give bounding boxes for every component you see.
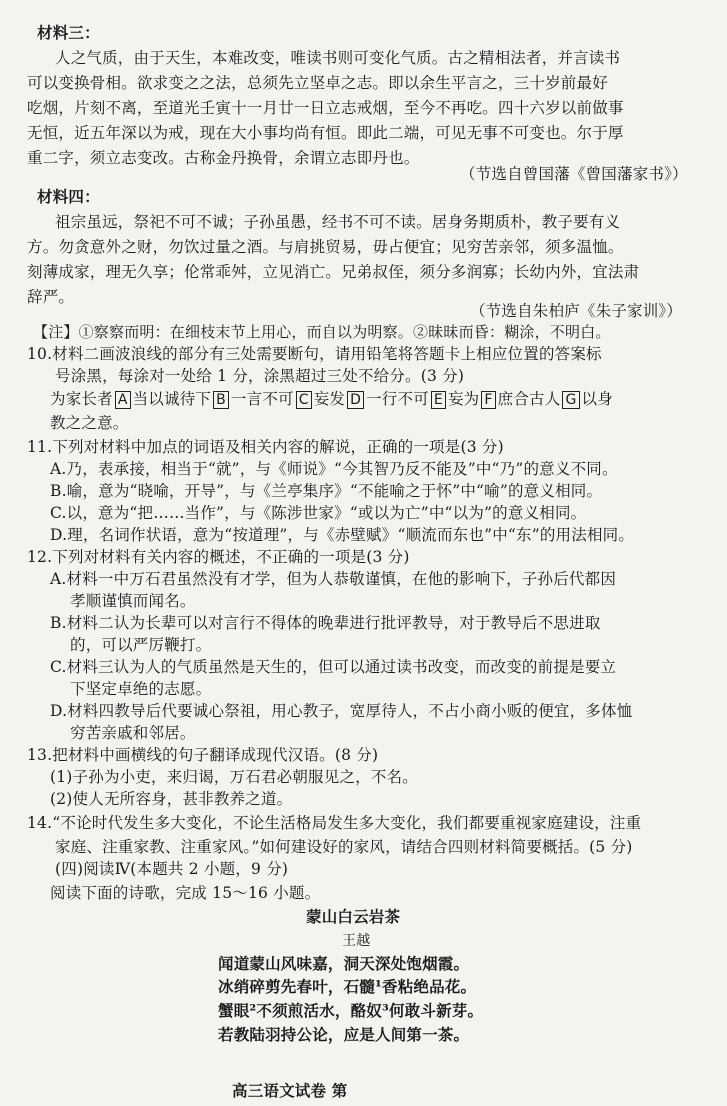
text-line: A.材料一中万石君虽然没有才学，但为人恭敬谨慎，在他的影响下，子孙后代都因 <box>50 570 617 588</box>
text-line: 闻道蒙山风味嘉，洞天深处饱烟霞。 <box>218 954 470 973</box>
text-line: 10.材料二画波浪线的部分有三处需要断句，请用铅笔将答题卡上相应位置的答案标 <box>27 345 602 363</box>
text-line: 蟹眼²不须煎活水，酪奴³何敢斗新芽。 <box>218 1001 484 1020</box>
text-line: （节选自曾国藩《曾国藩家书》） <box>460 165 688 183</box>
text-line: 辞严。 <box>27 288 75 306</box>
text-line: B.喻，意为“晓喻，开导”，与《兰亭集序》“不能喻之于怀”中“喻”的意义相同。 <box>50 482 603 500</box>
text-line: B.材料二认为长辈可以对言行不得体的晚辈进行批评教导，对于教导后不思进取 <box>50 614 601 632</box>
option-box-a: A <box>115 391 131 409</box>
option-text: 当以诚待下 <box>132 390 212 408</box>
text-line: C.以，意为“把……当作”，与《陈涉世家》“或以为亡”中“以为”的意义相同。 <box>50 504 587 522</box>
text-line: 的，可以严厉鞭打。 <box>70 636 212 654</box>
text-line: 蒙山白云岩茶 <box>306 907 401 926</box>
text-line: C.材料三认为人的气质虽然是天生的，但可以通过读书改变，而改变的前提是要立 <box>50 658 617 676</box>
text-line: 王越 <box>342 933 371 949</box>
q10-answer-option-line <box>50 388 613 410</box>
option-text: 妄为 <box>447 390 480 408</box>
text-line: 12.下列对材料有关内容的概述，不正确的一项是(3 分) <box>27 548 410 566</box>
text-line: 11.下列对材料中加点的词语及相关内容的解说，正确的一项是(3 分) <box>27 438 504 456</box>
text-line: 家庭、注重家教、注重家风。”如何建设好的家风，请结合四则材料简要概括。(5 分) <box>55 838 633 856</box>
option-box-d: D <box>347 391 364 409</box>
text-line: 材料四： <box>37 187 100 206</box>
text-line: 穷苦亲戚和邻居。 <box>70 724 196 742</box>
option-text: 一言不可 <box>230 390 294 408</box>
text-line: 人之气质，由于天生，本难改变，唯读书则可变化气质。古之精相法者，并言读书 <box>55 49 621 67</box>
text-line: 孝顺谨慎而闻名。 <box>70 592 196 610</box>
text-line: 方。勿贪意外之财，勿饮过量之酒。与肩挑贸易，毋占便宜；见穷苦亲邻，须多温恤。 <box>27 238 624 256</box>
text-line: 阅读下面的诗歌，完成 15～16 小题。 <box>50 884 321 902</box>
q10-answer-option-line-2: 教之之意。 <box>50 414 129 432</box>
text-line: 若教陆羽持公论，应是人间第一茶。 <box>218 1025 470 1044</box>
text-line: (四)阅读Ⅳ(本题共 2 小题，9 分) <box>55 860 289 878</box>
text-line: 祖宗虽远，祭祀不可不诚；子孙虽愚，经书不可不读。居身务期质朴，教子要有义 <box>55 213 621 231</box>
text-line: 14.“不论时代发生多大变化，不论生活格局发生多大变化，我们都要重视家庭建设，注重 <box>27 814 642 832</box>
option-text: 妄发 <box>313 390 346 408</box>
text-line: 可以变换骨相。欲求变之之法，总须先立坚卓之志。即以余生平言之，三十岁前最好 <box>27 74 608 92</box>
text-line: 吃烟，片刻不离，至道光壬寅十一月廿一日立志戒烟，至今不再吃。四十六岁以前做事 <box>27 99 624 117</box>
option-text: 以身 <box>581 390 613 408</box>
text-line: 【注】①察察而明：在细枝末节上用心，而自以为明察。②昧昧而昏：糊涂，不明白。 <box>33 323 611 341</box>
option-box-c: C <box>296 391 312 409</box>
text-line: 材料三： <box>37 23 100 42</box>
text-line: 高三语文试卷 第 <box>232 1081 348 1100</box>
text-line: 号涂黑，每涂对一处给 1 分，涂黑超过三处不给分。(3 分) <box>55 367 465 385</box>
text-line: D.理，名词作状语，意为“按道理”，与《赤壁赋》“顺流而东也”中“东”的用法相同。 <box>50 526 635 544</box>
text-line: 无恒，近五年深以为戒，现在大小事均尚有恒。即此二端，可见无事不可变也。尔于厚 <box>27 124 624 142</box>
text-line: 冰绡碎剪先春叶，石髓¹香粘绝品花。 <box>218 977 477 996</box>
option-box-e: E <box>431 391 446 409</box>
option-text: 为家长者 <box>50 390 113 408</box>
text-line: 下坚定卓绝的志愿。 <box>70 680 212 698</box>
text-line: 13.把材料中画横线的句子翻译成现代汉语。(8 分) <box>27 746 379 764</box>
option-text: 一行不可 <box>366 390 429 408</box>
text-line: 刻薄成家，理无久享；伦常乖舛，立见消亡。兄弟叔侄，须分多润寡；长幼内外，宜法肃 <box>27 263 640 281</box>
text-line: 重二字，须立志变改。古称金丹换骨，余谓立志即丹也。 <box>27 149 420 167</box>
text-line: A.乃，表承接，相当于“就”，与《师说》“今其智乃反不能及”中“乃”的意义不同。 <box>50 460 618 478</box>
option-box-b: B <box>213 391 229 409</box>
option-box-f: F <box>481 391 495 409</box>
text-line: (2)使人无所容身，甚非教养之道。 <box>50 790 293 808</box>
text-line: （节选自朱柏庐《朱子家训》） <box>470 302 683 320</box>
page-footer-blur <box>360 1080 520 1102</box>
text-line: (1)子孙为小吏，来归谒，万石君必朝服见之，不名。 <box>50 768 418 786</box>
text-line: D.材料四教导后代要诚心祭祖，用心教子，宽厚待人，不占小商小贩的便宜，多体恤 <box>50 702 633 720</box>
option-text: 庶合古人 <box>497 390 561 408</box>
option-box-g: G <box>562 391 579 409</box>
